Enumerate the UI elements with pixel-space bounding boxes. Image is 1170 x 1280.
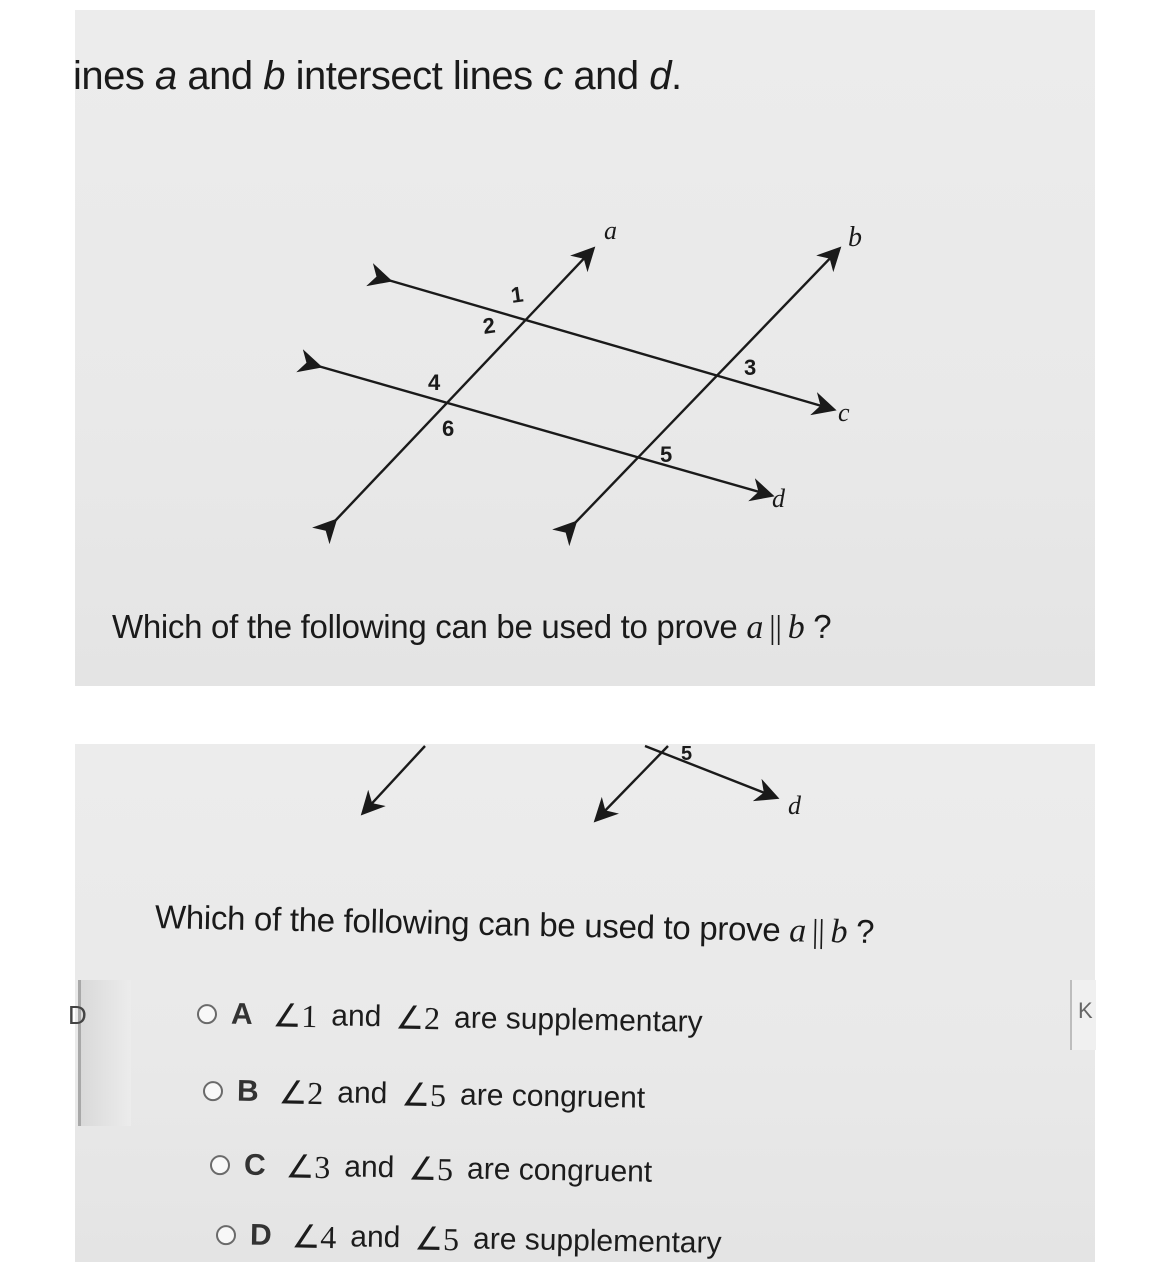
angle-label-3: 3 (744, 355, 757, 380)
angle-label-4: 4 (428, 370, 441, 395)
line-c (388, 280, 832, 409)
option-c[interactable]: C ∠3 and ∠5 are congruent (210, 1146, 667, 1192)
label-d: d (772, 484, 785, 513)
line-b (574, 250, 838, 524)
radio-option-c[interactable] (210, 1155, 230, 1175)
partial-line-right (597, 746, 668, 819)
line-d (318, 366, 770, 495)
partial-line-d (645, 746, 775, 797)
option-d[interactable]: D ∠4 and ∠5 are supplementary (216, 1216, 736, 1263)
radio-option-a[interactable] (197, 1004, 217, 1024)
problem-intro: ines a and b intersect lines c and d. (73, 54, 682, 98)
label-c: c (838, 398, 850, 427)
option-b[interactable]: B ∠2 and ∠5 are congruent (203, 1072, 660, 1118)
option-a[interactable]: A ∠1 and ∠2 are supplementary (197, 995, 717, 1042)
partial-line-left (364, 746, 425, 812)
question-text-bottom: Which of the following can be used to prove a || b ? (154, 898, 875, 951)
question-text-top: Which of the following can be used to prove a || b ? (112, 608, 832, 646)
label-b: b (848, 222, 862, 253)
partial-label-5: 5 (681, 743, 693, 765)
angle-label-2: 2 (481, 312, 497, 339)
line-a (334, 250, 592, 522)
partial-label-d: d (788, 791, 801, 820)
radio-option-b[interactable] (203, 1081, 223, 1101)
angle-label-6: 6 (442, 416, 455, 441)
right-edge-glyph: K (1078, 998, 1093, 1023)
angle-label-5: 5 (660, 442, 673, 467)
label-a: a (604, 216, 617, 245)
angle-label-1: 1 (509, 281, 525, 308)
radio-option-d[interactable] (216, 1225, 236, 1245)
left-edge-glyph: D (68, 1000, 87, 1030)
